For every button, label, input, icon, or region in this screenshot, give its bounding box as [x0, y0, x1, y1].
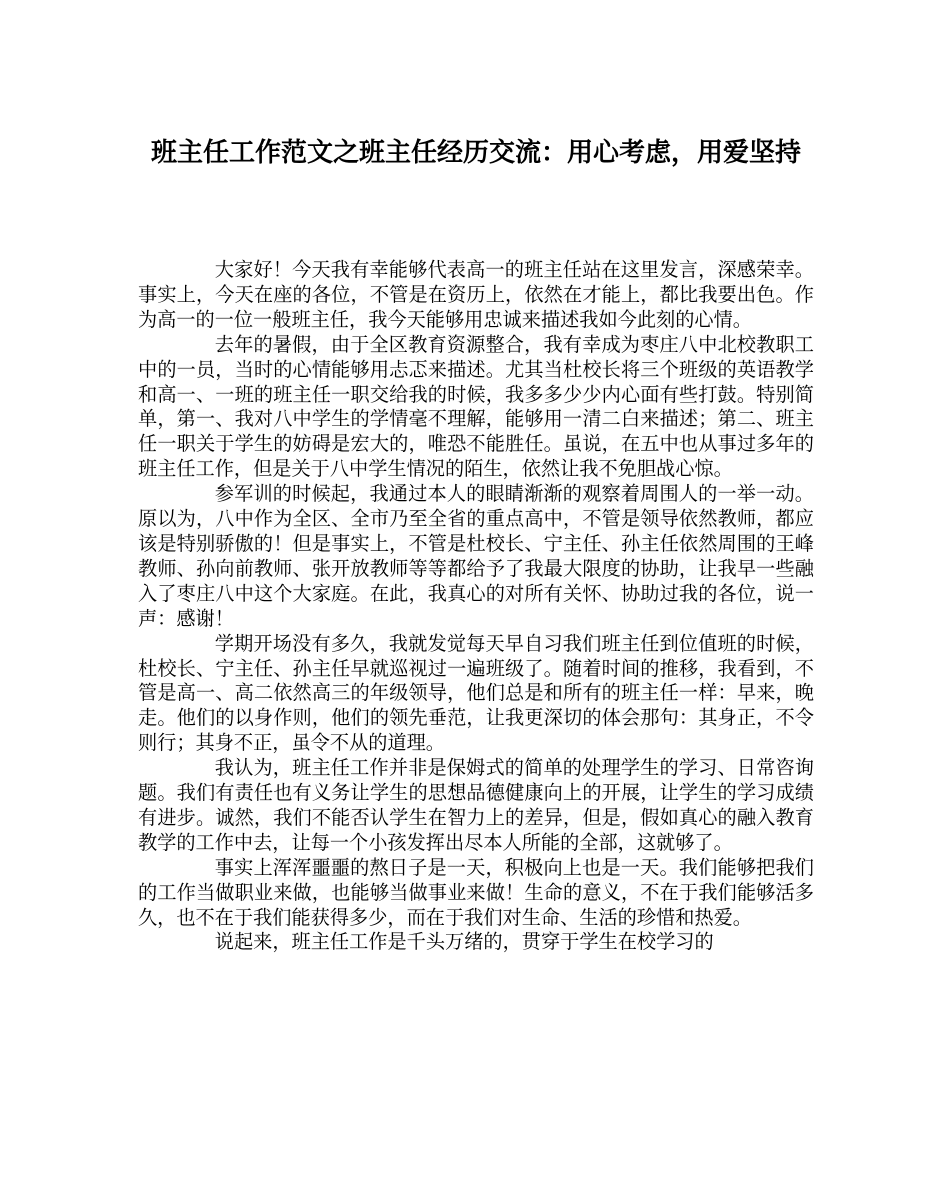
paragraph: 事实上浑浑噩噩的熬日子是一天，积极向上也是一天。我们能够把我们的工作当做职业来做，也能够当做事业来做！生命的意义，不在于我们能够活多久，也不在于我们能获得多少，而在于我们对生命、生活的珍惜和热爱。 [138, 855, 814, 929]
paragraph: 学期开场没有多久，我就发觉每天早自习我们班主任到位值班的时候，杜校长、宁主任、孙主任早就巡视过一遍班级了。随着时间的推移，我看到，不管是高一、高二依然高三的年级领导，他们总是和所有的班主任一样：早来，晚走。他们的以身作则，他们的领先垂范，让我更深切的体会那句：其身正，不令则行；其身不正，虽令不从的道理。 [138, 631, 814, 755]
document-body [138, 258, 814, 955]
paragraph: 大家好！今天我有幸能够代表高一的班主任站在这里发言，深感荣幸。事实上，今天在座的各位，不管是在资历上，依然在才能上，都比我要出色。作为高一的一位一般班主任，我今天能够用忠诚来描述我如今此刻的心情。 [138, 258, 814, 331]
paragraph: 说起来，班主任工作是千头万绪的，贯穿于学生在校学习的 [214, 930, 714, 954]
paragraph: 参军训的时候起，我通过本人的眼睛渐渐的观察着周围人的一举一动。原以为，八中作为全区、全市乃至全省的重点高中，不管是领导依然教师，都应该是特别骄傲的！但是事实上，不管是杜校长、宁主任、孙主任依然周围的王峰教师、孙向前教师、张开放教师等等都给予了我最大限度的协助，让我早一些融入了枣庄八中这个大家庭。在此，我真心的对所有关怀、协助过我的各位，说一声：感谢！ [138, 482, 814, 630]
paragraph: 去年的暑假，由于全区教育资源整合，我有幸成为枣庄八中北校教职工中的一员，当时的心情能够用忐忑来描述。尤其当杜校长将三个班级的英语教学和高一、一班的班主任一职交给我的时候，我多多少少内心面有些打鼓。特别简单，第一、我对八中学生的学情毫不理解，能够用一清二白来描述；第二、班主任一职关于学生的妨碍是宏大的，唯恐不能胜任。虽说，在五中也从事过多年的班主任工作，但是关于八中学生情况的陌生，依然让我不免胆战心惊。 [138, 332, 814, 481]
document-title: 班主任工作范文之班主任经历交流：用心考虑，用爱坚持 [150, 138, 801, 168]
paragraph: 我认为，班主任工作并非是保姆式的简单的处理学生的学习、日常咨询题。我们有责任也有义务让学生的思想品德健康向上的开展，让学生的学习成绩有进步。诚然，我们不能否认学生在智力上的差异，但是，假如真心的融入教育教学的工作中去，让每一个小孩发挥出尽本人所能的全部，这就够了。 [138, 756, 814, 854]
